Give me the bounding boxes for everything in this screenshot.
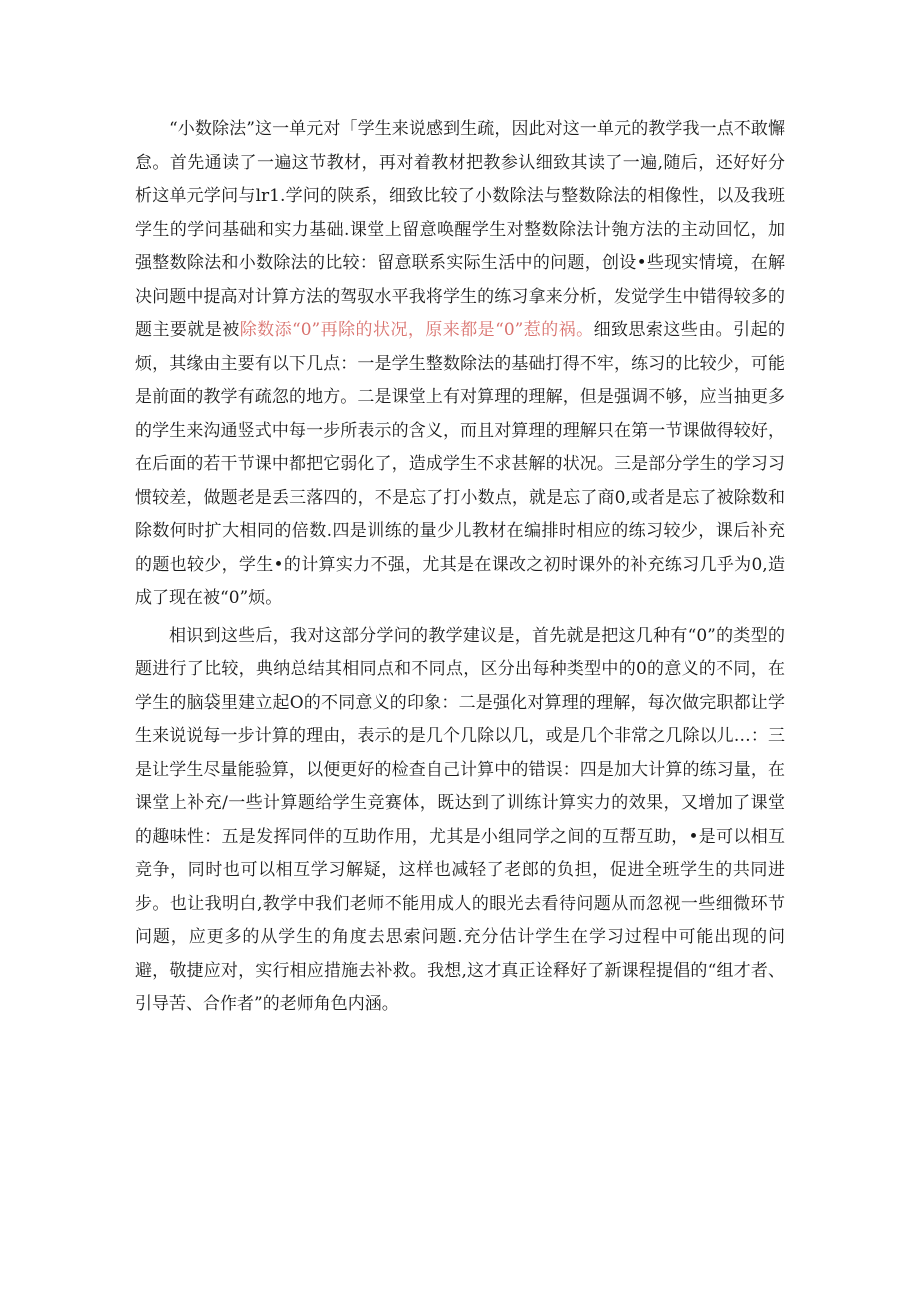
paragraph-2: 相识到这些后，我对这部分学问的教学建议是，首先就是把这几种有“0”的类型的题进行了比较，典纳总结其相同点和不同点，区分出每种类型中的0的意义的不同，在学生的脑袋里建立起O的不同意义的印象：二是强化对算理的理解，每次做完职都让学生来说说每一步计算的理由，表示的是几个几除以几，或是几个非常之几除以儿…：三是让学生尽量能验算，以便更好的检查自己计算中的错误：四是加大计算的练习量，在课堂上补充/一些计算题给学生竞赛体，既达到了训练计算实力的效果，又增加了课堂的趣味性：五是发挥同伴的互助作用，尤其是小组同学之间的互帮互助，•是可以相互竞争，同时也可以相互学习解疑，这样也减轻了老郎的负担，促进全班学生的共同进步。也让我明白,教学中我们老师不能用成人的眼光去看待问题从而忽视一些细微环节问题，应更多的从学生的角度去思索问题.充分估计学生在学习过程中可能出现的问避，敬捷应对，实行相应措施去补救。我想,这才真正诠释好了新课程提倡的“组才者、引导苦、合作者”的老师角色内涵。 bbox=[135, 625, 785, 1014]
paragraph-1-text-end: 细致思索这些由。引起的烦，其缘由主要有以下几点：一是学生整数除法的基础打得不牢，练习的比较少，可能是前面的教学有疏忽的地方。二是课堂上有对算理的理解，但是强调不够，应当抽更多的学生来沟通竖式中每一步所表示的含义，而且对算理的理解只在第一节课做得较好，在后面的若干节课中都把它弱化了，造成学生不求甚解的状况。三是部分学生的学习习惯较差，做题老是丢三落四的，不是忘了打小数点，就是忘了商0,或者是忘了被除数和除数何时扩大相同的倍数.四是训练的量少儿教材在编排时相应的练习较少，课后补充的题也较少，学生•的计算实力不强，尤其是在课改之初时课外的补充练习几乎为0,造成了现在被“0”烦。 bbox=[135, 320, 786, 608]
highlighted-text: 除数添“0”再除的状况，原来都是“0”惹的祸。 bbox=[239, 320, 594, 340]
paragraph-1 bbox=[135, 113, 785, 616]
document-body bbox=[135, 113, 785, 1022]
paragraph-1-text-start: “小数除法”这一单元对「学生来说感到生疏，因此对这一单元的教学我一点不敢懈怠。首先通读了一遍这节教材，再对着教材把教参认细致其读了一遍,随后，还好好分析这单元学问与lr1.学问的陕系，细致比较了小数除法与整数除法的相像性，以及我班学生的学问基础和实力基础.课堂上留意唤醒学生对整数除法计匏方法的主动回忆，加强整数除法和小数除法的比较：留意联系实际生活中的问题，创设•些现实情境，在解决问题中提高对计算方法的驾驭水平我将学生的练习拿来分析，发觉学生中错得较多的题主要就是被 bbox=[135, 119, 785, 340]
